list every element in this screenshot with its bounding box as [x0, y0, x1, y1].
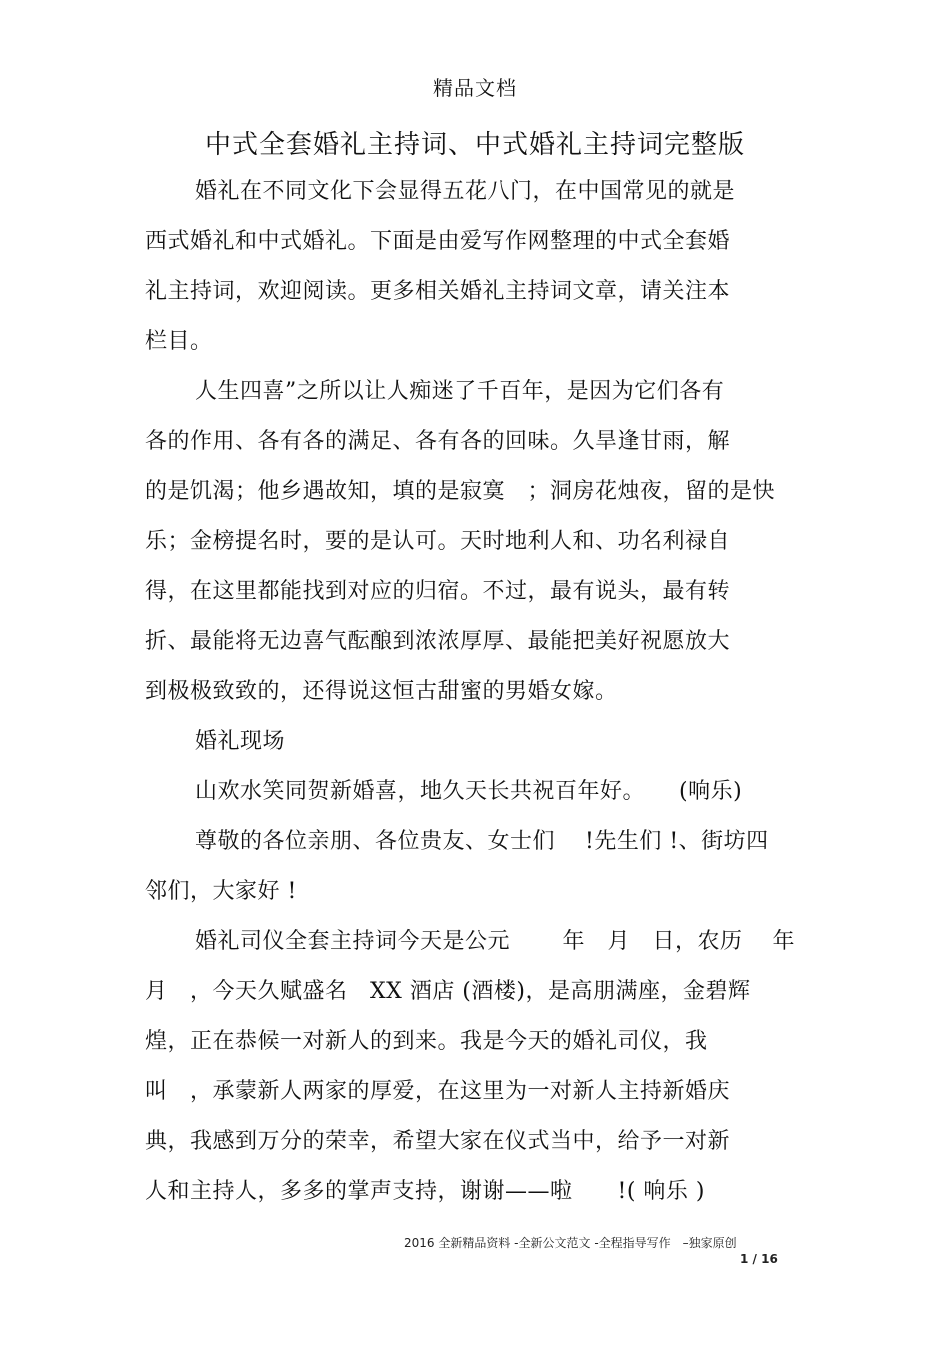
- paragraph-2-line-3: 的是饥渴；他乡遇故知，填的是寂寞 ；洞房花烛夜，留的是快: [145, 479, 776, 504]
- paragraph-1-line-1: 婚礼在不同文化下会显得五花八门，在中国常见的就是: [195, 179, 736, 204]
- paragraph-2-line-5: 得，在这里都能找到对应的归宿。不过，最有说头，最有转: [145, 579, 731, 604]
- page-footer: 2016 全新精品资料 -全新公文范文 -全程指导写作 –独家原创: [404, 1236, 737, 1250]
- paragraph-4-line-1: 尊敬的各位亲朋、各位贵友、女士们 !先生们 !、街坊四: [195, 829, 769, 854]
- page-number: 1 / 16: [740, 1252, 778, 1266]
- paragraph-1-line-2: 西式婚礼和中式婚礼。下面是由爱写作网整理的中式全套婚: [145, 229, 731, 254]
- document-title: 中式全套婚礼主持词、中式婚礼主持词完整版: [204, 130, 745, 160]
- paragraph-2-line-1: 人生四喜”之所以让人痴迷了千百年，是因为它们各有: [195, 379, 725, 404]
- paragraph-2-line-7: 到极极致致的，还得说这恒古甜蜜的男婚女嫁。: [145, 679, 618, 704]
- paragraph-1-line-3: 礼主持词，欢迎阅读。更多相关婚礼主持词文章，请关注本: [145, 279, 731, 304]
- paragraph-2-line-4: 乐；金榜提名时，要的是认可。天时地利人和、功名利禄自: [145, 529, 731, 554]
- page-header: 精品文档: [433, 76, 517, 100]
- paragraph-5-line-4: 叫 ，承蒙新人两家的厚爱，在这里为一对新人主持新婚庆: [145, 1079, 731, 1104]
- paragraph-5-line-1: 婚礼司仪全套主持词今天是公元 年 月 日，农历 年: [195, 929, 795, 954]
- paragraph-5-line-5: 典，我感到万分的荣幸，希望大家在仪式当中，给予一对新: [145, 1129, 731, 1154]
- paragraph-1-line-4: 栏目。: [145, 329, 213, 354]
- paragraph-4-line-2: 邻们，大家好 !: [145, 879, 297, 904]
- paragraph-5-line-2: 月 ，今天久赋盛名 XX 酒店 (酒楼)，是高朋满座，金碧辉: [145, 979, 751, 1004]
- paragraph-3-line-1: 山欢水笑同贺新婚喜，地久天长共祝百年好。 (响乐): [195, 779, 743, 804]
- paragraph-2-line-2: 各的作用、各有各的满足、各有各的回味。久旱逢甘雨，解: [145, 429, 731, 454]
- section-heading: 婚礼现场: [195, 729, 286, 754]
- paragraph-5-line-6: 人和主持人，多多的掌声支持，谢谢——啦 !( 响乐 ): [145, 1179, 705, 1204]
- paragraph-2-line-6: 折、最能将无边喜气酝酿到浓浓厚厚、最能把美好祝愿放大: [145, 629, 731, 654]
- paragraph-5-line-3: 煌，正在恭候一对新人的到来。我是今天的婚礼司仪，我: [145, 1029, 708, 1054]
